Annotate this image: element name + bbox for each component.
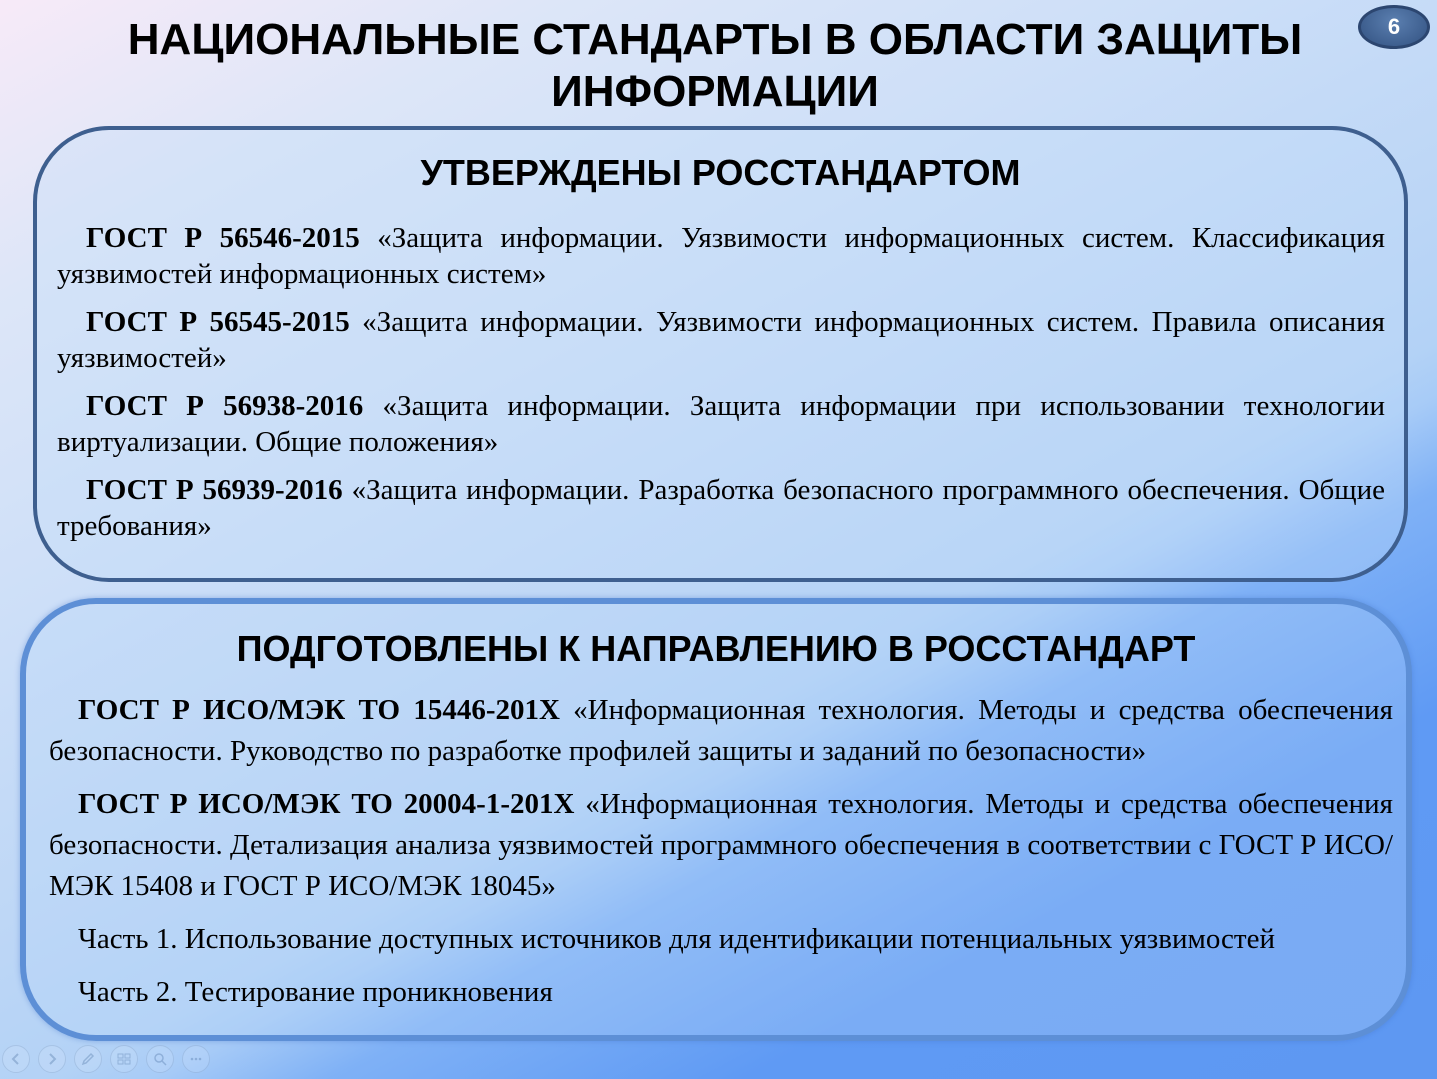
standard-code: ГОСТ Р 56938-2016	[86, 390, 364, 422]
prepared-standards-panel	[20, 598, 1412, 1041]
previous-icon[interactable]	[2, 1045, 30, 1073]
approved-standards-panel	[33, 126, 1408, 582]
approved-list	[57, 220, 1385, 556]
prepared-heading: ПОДГОТОВЛЕНЫ К НАПРАВЛЕНИЮ В РОССТАНДАРТ	[236, 628, 1196, 669]
standard-title: «Защита информации. Защита информации при использовании технологии виртуализации. Общие положения»	[57, 390, 1386, 458]
standard-code: ГОСТ Р 56546-2015	[86, 222, 360, 254]
standard-title: «Информационная технология. Методы и средства обеспечения безопасности. Руководство по разработке профилей защиты и заданий по безопасности»	[49, 694, 1393, 767]
approved-entry	[57, 304, 1385, 376]
prepared-entry	[49, 784, 1393, 907]
approved-heading: УТВЕРЖДЕНЫ РОССТАНДАРТОМ	[420, 152, 1021, 193]
standard-code: ГОСТ Р 56939-2016	[86, 474, 343, 506]
standard-title: «Защита информации. Разработка безопасного программного обеспечения. Общие требования»	[57, 474, 1385, 542]
prepared-list	[49, 690, 1393, 1025]
more-icon[interactable]	[182, 1045, 210, 1073]
approved-entry	[57, 220, 1385, 292]
standard-code: ГОСТ Р 56545-2015	[86, 306, 350, 338]
standard-part: Часть 1. Использование доступных источников для идентификации потенциальных уязвимостей	[78, 923, 1275, 955]
standard-title: «Защита информации. Уязвимости информационных систем. Правила описания уязвимостей»	[57, 306, 1385, 374]
approved-entry	[57, 388, 1385, 460]
standard-title: «Информационная технология. Методы и средства обеспечения безопасности. Детализация анализа уязвимостей программного обеспечения в соответствии с ГОСТ Р ИСО/МЭК 15408 и ГОСТ Р ИСО/МЭК 18045»	[49, 788, 1393, 902]
standard-code: ГОСТ Р ИСО/МЭК ТО 15446-201Х	[78, 694, 560, 726]
standard-title: «Защита информации. Уязвимости информационных систем. Классификация уязвимостей информационных систем»	[57, 222, 1385, 290]
prepared-entry	[49, 690, 1393, 772]
standard-code: ГОСТ Р ИСО/МЭК ТО 20004-1-201Х	[78, 788, 575, 820]
slide-number-badge: 6	[1358, 5, 1430, 49]
slideshow-nav-bar	[2, 1045, 210, 1073]
pen-icon[interactable]	[74, 1045, 102, 1073]
slides-icon[interactable]	[110, 1045, 138, 1073]
approved-entry	[57, 472, 1385, 544]
slide-title: НАЦИОНАЛЬНЫЕ СТАНДАРТЫ В ОБЛАСТИ ЗАЩИТЫ ИНФОРМАЦИИ	[127, 15, 1303, 116]
standard-part: Часть 2. Тестирование проникновения	[78, 976, 553, 1008]
next-icon[interactable]	[38, 1045, 66, 1073]
zoom-icon[interactable]	[146, 1045, 174, 1073]
